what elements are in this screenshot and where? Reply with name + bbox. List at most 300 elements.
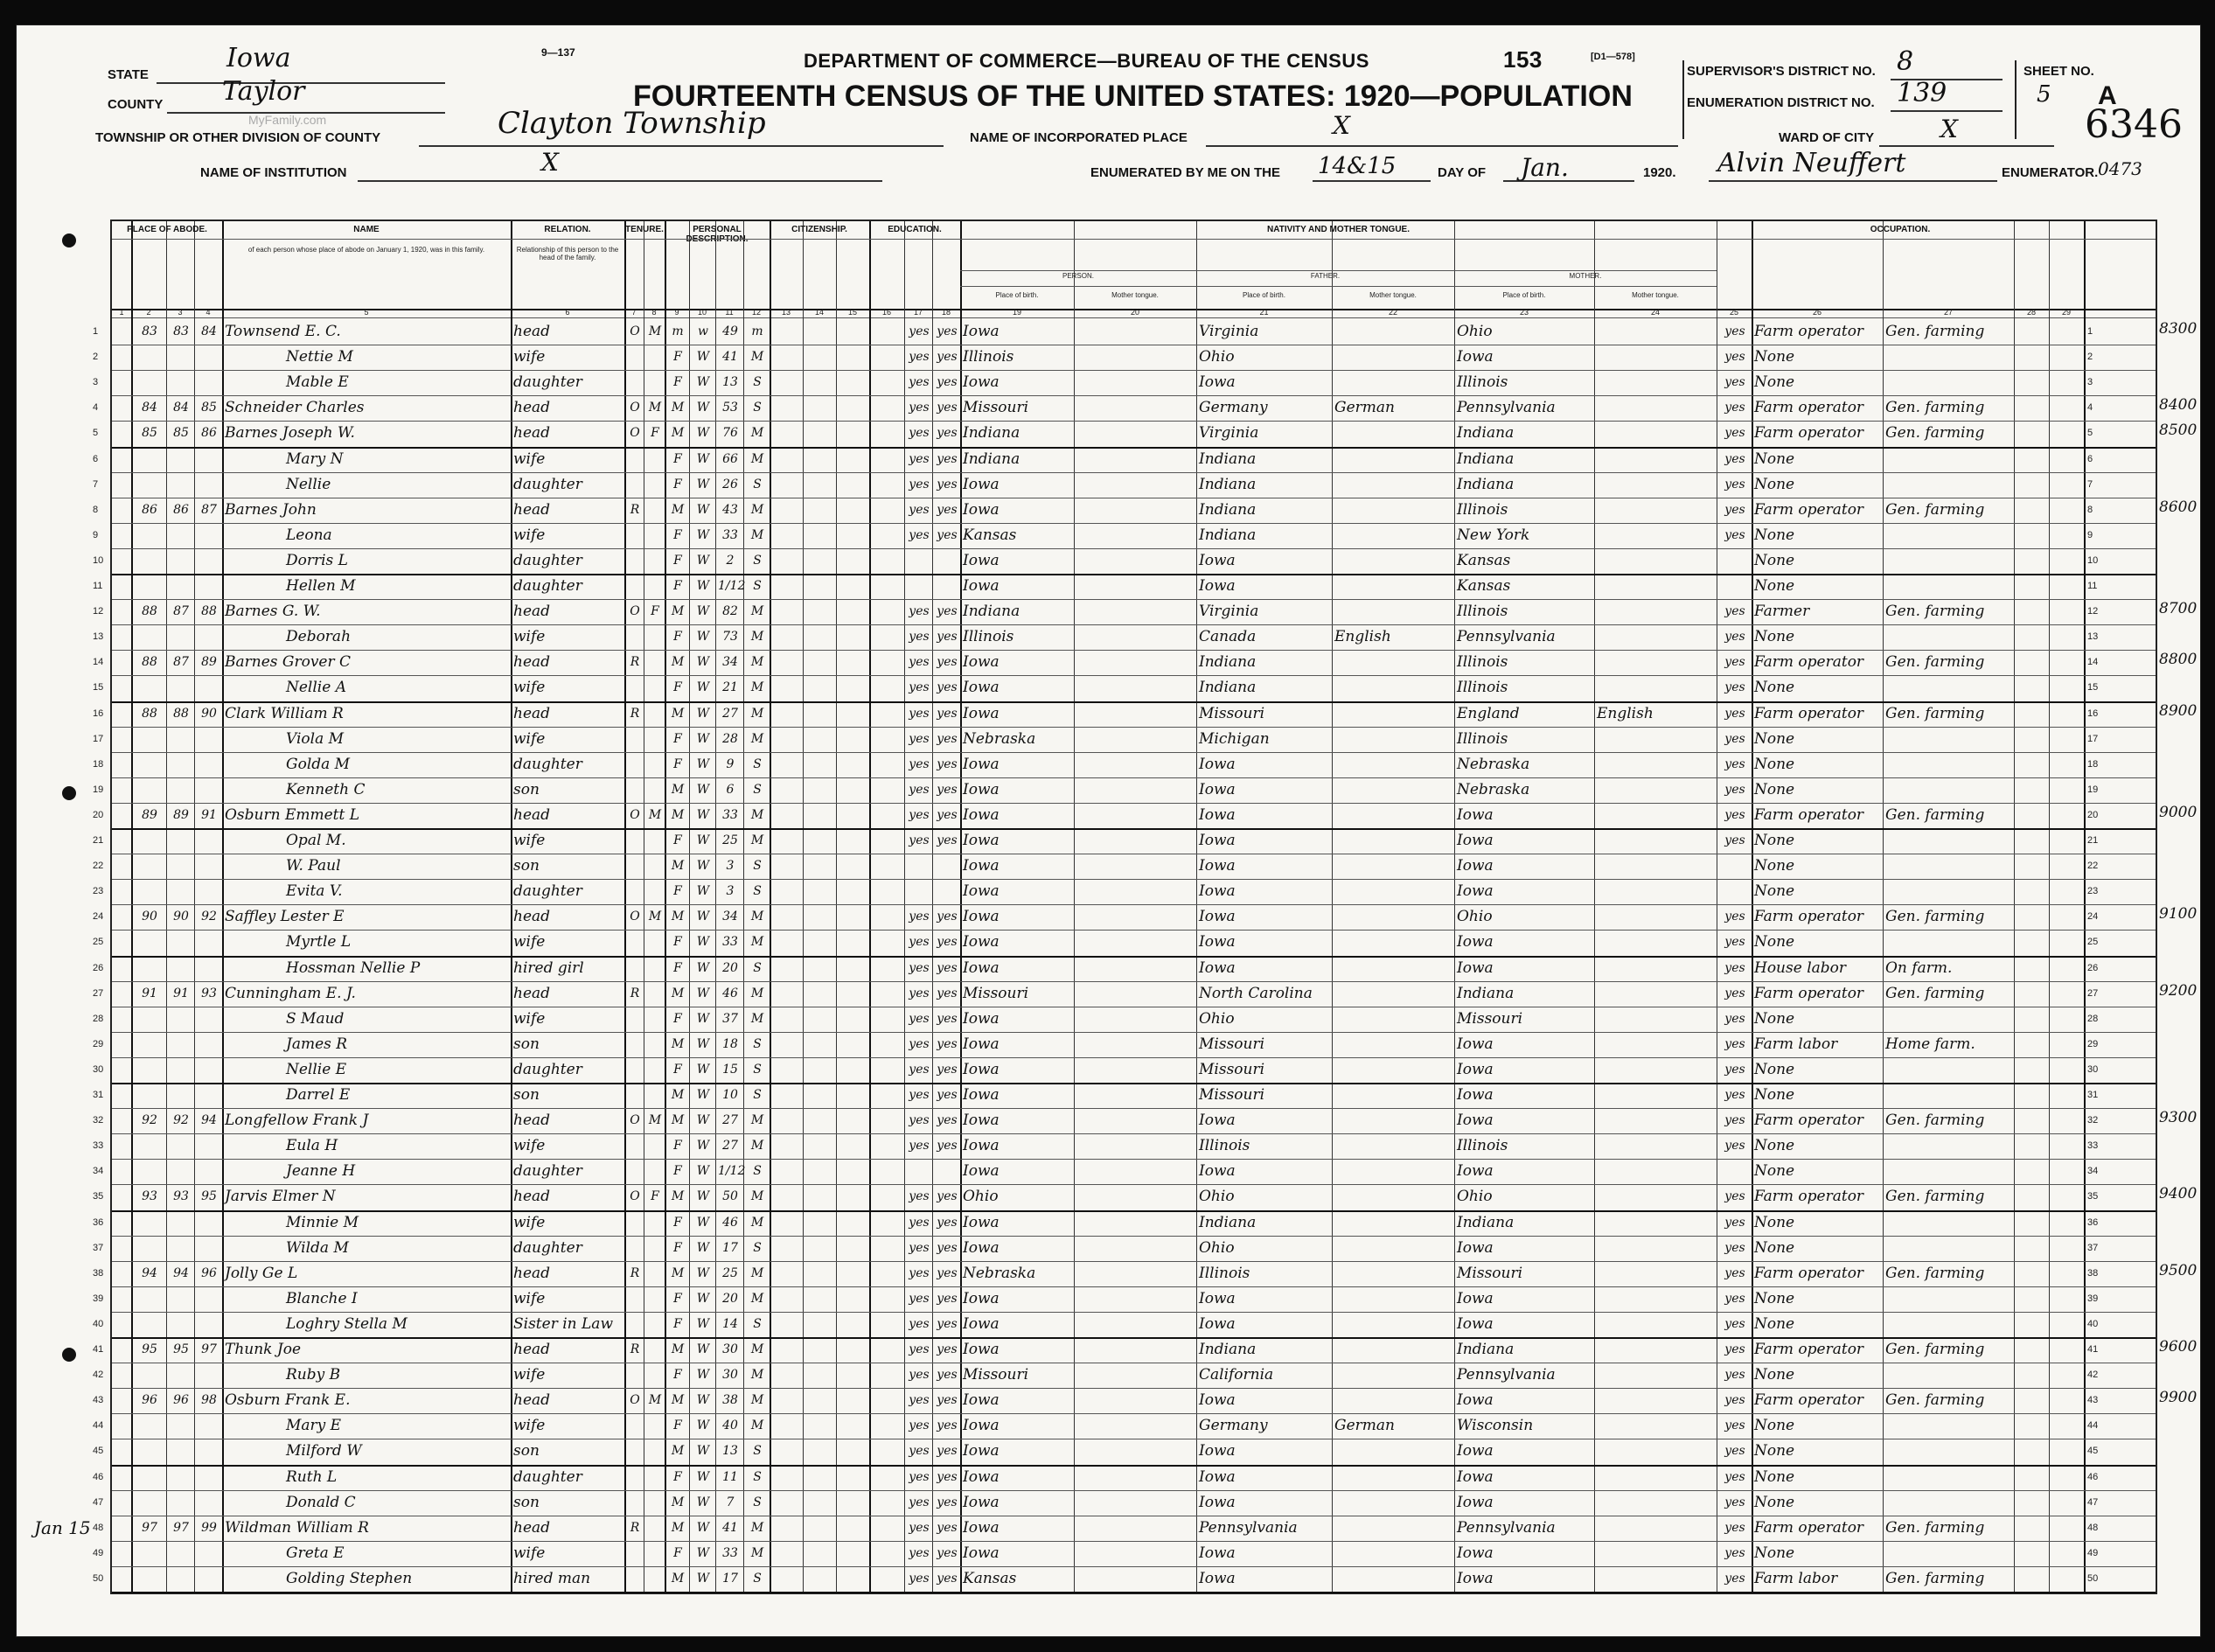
cell-sex: F bbox=[673, 960, 682, 975]
ward-label: WARD OF CITY bbox=[1779, 130, 1875, 145]
cell-race: W bbox=[696, 1189, 710, 1204]
cell-father: Ohio bbox=[1199, 1238, 1235, 1257]
cell-name: Barnes G. W. bbox=[225, 603, 321, 621]
cell-read: yes bbox=[909, 1418, 930, 1433]
cell-race: W bbox=[696, 1469, 710, 1484]
line-number: 37 bbox=[93, 1242, 104, 1253]
line-number: 16 bbox=[2087, 708, 2099, 719]
cell-mother: Iowa bbox=[1457, 1493, 1494, 1511]
cell-age: 3 bbox=[726, 859, 735, 874]
enumerator-label: ENUMERATOR. bbox=[2002, 165, 2099, 180]
cell-trade: None bbox=[1754, 628, 1795, 646]
column-number: 21 bbox=[1259, 308, 1269, 317]
cell-father: Indiana bbox=[1199, 450, 1257, 468]
cell-read: yes bbox=[909, 1215, 930, 1230]
cell-rel: son bbox=[513, 1086, 540, 1104]
cell-trade: None bbox=[1754, 1213, 1795, 1231]
cell-mother: Iowa bbox=[1457, 958, 1494, 977]
cell-read: yes bbox=[909, 451, 930, 466]
cell-race: w bbox=[698, 324, 708, 338]
cell-mar: S bbox=[753, 1495, 762, 1509]
cell-eng: yes bbox=[1724, 1545, 1745, 1560]
cell-birth: Iowa bbox=[963, 704, 1000, 722]
column-subhead: Place of birth. bbox=[1243, 291, 1285, 299]
cell-birth: Iowa bbox=[963, 1417, 1000, 1435]
cell-race: W bbox=[696, 859, 710, 874]
year-value: 1920. bbox=[1643, 165, 1676, 180]
cell-eng: yes bbox=[1724, 1469, 1745, 1484]
cell-trade: None bbox=[1754, 1009, 1795, 1028]
column-subhead: of each person whose place of abode on January 1, 1920, was in this family. bbox=[247, 246, 485, 254]
line-number: 13 bbox=[2087, 631, 2099, 643]
column-group-personal: PERSONAL DESCRIPTION. bbox=[686, 225, 749, 244]
cell-sex: m bbox=[672, 324, 684, 338]
cell-eng: yes bbox=[1724, 426, 1745, 441]
cell-sex: M bbox=[671, 401, 685, 415]
cell-race: W bbox=[696, 1240, 710, 1255]
cell-read: yes bbox=[909, 1240, 930, 1255]
line-number: 9 bbox=[2087, 529, 2093, 540]
cell-age: 1/12 bbox=[718, 1164, 746, 1179]
cell-write: yes bbox=[937, 1062, 958, 1077]
cell-read: yes bbox=[909, 1062, 930, 1077]
cell-rel: head bbox=[513, 500, 551, 519]
column-number: 15 bbox=[847, 308, 857, 317]
township-label: TOWNSHIP OR OTHER DIVISION OF COUNTY bbox=[95, 130, 381, 145]
cell-mar: M bbox=[750, 1189, 764, 1204]
cell-write: yes bbox=[937, 1011, 958, 1026]
line-number: 27 bbox=[2087, 987, 2099, 999]
cell-rel: daughter bbox=[513, 551, 582, 569]
cell-name: Wilda M bbox=[286, 1238, 349, 1257]
cell-trade: None bbox=[1754, 1442, 1795, 1460]
cell-mar: M bbox=[750, 1418, 764, 1433]
cell-write: yes bbox=[937, 1545, 958, 1560]
cell-house: 84 bbox=[173, 401, 189, 415]
cell-house: 95 bbox=[173, 1342, 189, 1356]
cell-father: Iowa bbox=[1199, 780, 1236, 798]
cell-trade: None bbox=[1754, 1314, 1795, 1333]
cell-sex: F bbox=[673, 1368, 682, 1383]
column-number: 22 bbox=[1388, 308, 1397, 317]
cell-house: 93 bbox=[173, 1189, 189, 1204]
cell-write: yes bbox=[937, 1189, 958, 1204]
cell-sex: F bbox=[673, 935, 682, 950]
column-subhead: PERSON. bbox=[1062, 272, 1094, 280]
cell-race: W bbox=[696, 1571, 710, 1586]
cell-race: W bbox=[696, 1495, 710, 1509]
cell-father: Iowa bbox=[1199, 1467, 1236, 1486]
column-subhead: Place of birth. bbox=[1502, 291, 1546, 299]
line-number: 46 bbox=[2087, 1471, 2099, 1482]
line-number: 15 bbox=[93, 682, 104, 694]
cell-rel: daughter bbox=[513, 1238, 582, 1257]
line-number: 34 bbox=[93, 1166, 104, 1177]
cell-trade: Farm operator bbox=[1754, 653, 1864, 672]
cell-birth: Kansas bbox=[963, 526, 1017, 544]
cell-read: yes bbox=[909, 375, 930, 390]
line-number: 26 bbox=[2087, 962, 2099, 973]
cell-rel: daughter bbox=[513, 475, 582, 493]
cell-sex: F bbox=[673, 553, 682, 568]
cell-rel: daughter bbox=[513, 882, 582, 901]
cell-read: yes bbox=[909, 401, 930, 415]
cell-father: Ohio bbox=[1199, 1188, 1235, 1206]
cell-mar: S bbox=[753, 1444, 762, 1459]
cell-race: W bbox=[696, 1368, 710, 1383]
line-number: 32 bbox=[93, 1115, 104, 1126]
column-subhead: FATHER. bbox=[1310, 272, 1341, 280]
line-number: 49 bbox=[2087, 1547, 2099, 1558]
margin-code: 9500 bbox=[2159, 1261, 2198, 1279]
cell-mother: Nebraska bbox=[1457, 780, 1530, 798]
column-number: 25 bbox=[1729, 308, 1738, 317]
cell-mother: Iowa bbox=[1457, 933, 1494, 951]
cell-rel: head bbox=[513, 424, 551, 443]
cell-name: Kenneth C bbox=[286, 780, 366, 798]
form-number: 9—137 bbox=[541, 46, 575, 59]
cell-mother: Indiana bbox=[1457, 1341, 1515, 1358]
cell-write: yes bbox=[937, 375, 958, 390]
cell-mar: S bbox=[753, 782, 762, 797]
line-number: 12 bbox=[93, 606, 104, 617]
cell-trade: Farmer bbox=[1754, 603, 1810, 621]
cell-read: yes bbox=[909, 604, 930, 619]
cell-age: 46 bbox=[722, 986, 738, 1000]
cell-mar: S bbox=[753, 859, 762, 874]
cell-mar: M bbox=[750, 1342, 764, 1356]
cell-name: Milford W bbox=[286, 1442, 362, 1460]
cell-write: yes bbox=[937, 527, 958, 542]
cell-eng: yes bbox=[1724, 502, 1745, 517]
cell-mar: S bbox=[753, 477, 762, 491]
cell-birth: Iowa bbox=[963, 1035, 1000, 1053]
cell-eng: yes bbox=[1724, 756, 1745, 771]
cell-industry: Gen. farming bbox=[1885, 1264, 1985, 1282]
cell-sex: M bbox=[671, 1571, 685, 1586]
column-number: 1 bbox=[119, 308, 124, 317]
cell-write: yes bbox=[937, 1291, 958, 1306]
column-number: 4 bbox=[205, 308, 211, 317]
cell-father: Ohio bbox=[1199, 348, 1235, 366]
line-number: 29 bbox=[93, 1038, 104, 1049]
cell-industry: Home farm. bbox=[1885, 1035, 1975, 1053]
cell-trade: Farm operator bbox=[1754, 323, 1864, 340]
cell-name: Opal M. bbox=[286, 832, 346, 849]
cell-dwelling: 94 bbox=[142, 1265, 157, 1280]
cell-race: W bbox=[696, 1011, 710, 1026]
line-number: 50 bbox=[93, 1572, 104, 1584]
cell-read: yes bbox=[909, 655, 930, 670]
cell-father: Missouri bbox=[1199, 1086, 1265, 1104]
cell-eng: yes bbox=[1724, 1444, 1745, 1459]
cell-trade: None bbox=[1754, 729, 1795, 748]
cell-trade: Farm operator bbox=[1754, 1391, 1864, 1410]
cell-age: 30 bbox=[722, 1368, 738, 1383]
cell-mar: M bbox=[750, 630, 764, 645]
cell-mother: Illinois bbox=[1457, 679, 1508, 697]
cell-sex: M bbox=[671, 1189, 685, 1204]
line-number: 41 bbox=[93, 1344, 104, 1355]
cell-mar: S bbox=[753, 884, 762, 899]
cell-rel: wife bbox=[513, 933, 546, 951]
census-title: FOURTEENTH CENSUS OF THE UNITED STATES: 1920—POPULATION bbox=[633, 80, 1633, 113]
cell-write: yes bbox=[937, 731, 958, 746]
cell-age: 27 bbox=[722, 1139, 738, 1154]
cell-dwelling: 84 bbox=[142, 401, 157, 415]
cell-birth: Iowa bbox=[963, 857, 1000, 875]
punch-hole bbox=[62, 234, 76, 247]
cell-write: yes bbox=[937, 1088, 958, 1102]
cell-mother: Illinois bbox=[1457, 729, 1508, 748]
line-number: 2 bbox=[2087, 352, 2093, 363]
cell-age: 76 bbox=[722, 426, 738, 441]
cell-industry: Gen. farming bbox=[1885, 424, 1985, 443]
margin-code: 9900 bbox=[2159, 1389, 2198, 1407]
cell-name: Viola M bbox=[286, 729, 345, 748]
day-of-label: DAY OF bbox=[1438, 165, 1487, 180]
cell-own: R bbox=[630, 1520, 640, 1535]
cell-eng: yes bbox=[1724, 477, 1745, 491]
state-label: STATE bbox=[108, 67, 149, 82]
cell-age: 20 bbox=[722, 1291, 738, 1306]
cell-write: yes bbox=[937, 1113, 958, 1128]
cell-mar: M bbox=[750, 680, 764, 695]
line-number: 39 bbox=[2087, 1293, 2099, 1304]
supervisor-label: SUPERVISOR'S DISTRICT NO. bbox=[1687, 64, 1876, 79]
line-number: 1 bbox=[93, 326, 99, 337]
cell-trade: None bbox=[1754, 1544, 1795, 1562]
cell-age: 17 bbox=[722, 1571, 738, 1586]
line-number: 38 bbox=[2087, 1267, 2099, 1279]
cell-age: 49 bbox=[722, 324, 738, 338]
column-number: 19 bbox=[1012, 308, 1021, 317]
margin-code: 8900 bbox=[2159, 701, 2198, 720]
cell-trade: Farm operator bbox=[1754, 984, 1864, 1002]
cell-name: Dorris L bbox=[286, 551, 348, 569]
cell-eng: yes bbox=[1724, 630, 1745, 645]
cell-industry: Gen. farming bbox=[1885, 653, 1985, 672]
cell-write: yes bbox=[937, 1265, 958, 1280]
line-number: 44 bbox=[2087, 1420, 2099, 1432]
cell-mar: S bbox=[753, 1240, 762, 1255]
cell-write: yes bbox=[937, 986, 958, 1000]
line-number: 22 bbox=[2087, 861, 2099, 872]
cell-eng: yes bbox=[1724, 1393, 1745, 1408]
column-number: 18 bbox=[941, 308, 951, 317]
cell-industry: Gen. farming bbox=[1885, 984, 1985, 1002]
cell-eng: yes bbox=[1724, 1240, 1745, 1255]
cell-eng: yes bbox=[1724, 910, 1745, 924]
cell-family: 97 bbox=[201, 1342, 217, 1356]
cell-read: yes bbox=[909, 1469, 930, 1484]
column-number: 29 bbox=[2061, 308, 2071, 317]
cell-rel: head bbox=[513, 908, 551, 926]
cell-sex: M bbox=[671, 1342, 685, 1356]
cell-race: W bbox=[696, 350, 710, 365]
cell-eng: yes bbox=[1724, 1418, 1745, 1433]
cell-read: yes bbox=[909, 502, 930, 517]
cell-rel: head bbox=[513, 984, 551, 1002]
cell-rel: head bbox=[513, 1112, 551, 1130]
county-value: Taylor bbox=[222, 76, 305, 107]
cell-father: Illinois bbox=[1199, 1264, 1250, 1282]
line-number: 10 bbox=[2087, 554, 2099, 566]
cell-age: 20 bbox=[722, 960, 738, 975]
column-group-abode: PLACE OF ABODE. bbox=[127, 225, 207, 234]
cell-rel: head bbox=[513, 603, 551, 621]
cell-race: W bbox=[696, 706, 710, 721]
cell-rel: wife bbox=[513, 1213, 546, 1231]
column-number: 13 bbox=[781, 308, 791, 317]
cell-dwelling: 92 bbox=[142, 1113, 157, 1128]
census-sheet bbox=[16, 24, 2201, 1637]
cell-birth: Iowa bbox=[963, 1442, 1000, 1460]
cell-birth: Iowa bbox=[963, 1213, 1000, 1231]
cell-father: Virginia bbox=[1199, 424, 1259, 443]
cell-age: 13 bbox=[722, 375, 738, 390]
cell-rel: son bbox=[513, 1493, 540, 1511]
cell-write: yes bbox=[937, 756, 958, 771]
cell-read: yes bbox=[909, 1011, 930, 1026]
cell-birth: Iowa bbox=[963, 908, 1000, 926]
cell-race: W bbox=[696, 910, 710, 924]
cell-industry: Gen. farming bbox=[1885, 1188, 1985, 1206]
column-group-name: NAME bbox=[353, 225, 380, 234]
cell-father: Iowa bbox=[1199, 373, 1236, 392]
cell-mother: Iowa bbox=[1457, 832, 1494, 849]
cell-name: Golding Stephen bbox=[286, 1569, 413, 1587]
cell-mar: M bbox=[750, 833, 764, 847]
cell-write: yes bbox=[937, 426, 958, 441]
cell-eng: yes bbox=[1724, 1062, 1745, 1077]
cell-rel: head bbox=[513, 1264, 551, 1282]
cell-name: Nellie bbox=[286, 475, 331, 493]
cell-birth: Indiana bbox=[963, 450, 1020, 468]
line-number: 20 bbox=[93, 809, 104, 820]
cell-mother: Pennsylvania bbox=[1457, 1518, 1556, 1537]
cell-mother: Indiana bbox=[1457, 424, 1515, 443]
page-number: 153 bbox=[1503, 46, 1543, 73]
line-number: 17 bbox=[2087, 733, 2099, 744]
cell-age: 33 bbox=[722, 527, 738, 542]
cell-rel: daughter bbox=[513, 1060, 582, 1078]
township-value: Clayton Township bbox=[498, 106, 766, 141]
line-number: 6 bbox=[2087, 453, 2093, 464]
cell-father: Iowa bbox=[1199, 832, 1236, 849]
line-number: 5 bbox=[2087, 428, 2093, 439]
cell-name: Nettie M bbox=[286, 348, 353, 366]
cell-sex: F bbox=[673, 1316, 682, 1331]
column-number: 16 bbox=[881, 308, 891, 317]
cell-mother: Iowa bbox=[1457, 1289, 1494, 1307]
line-number: 42 bbox=[2087, 1370, 2099, 1381]
cell-sex: F bbox=[673, 1164, 682, 1179]
cell-age: 46 bbox=[722, 1215, 738, 1230]
cell-name: Myrtle L bbox=[286, 933, 352, 951]
cell-write: yes bbox=[937, 1393, 958, 1408]
cell-eng: yes bbox=[1724, 1291, 1745, 1306]
cell-birth: Iowa bbox=[963, 933, 1000, 951]
cell-age: 3 bbox=[726, 884, 735, 899]
incorporated-value: X bbox=[1333, 111, 1350, 140]
cell-write: yes bbox=[937, 401, 958, 415]
cell-race: W bbox=[696, 1520, 710, 1535]
cell-birth: Iowa bbox=[963, 1289, 1000, 1307]
cell-rel: head bbox=[513, 323, 551, 340]
cell-birth: Iowa bbox=[963, 475, 1000, 493]
cell-rel: wife bbox=[513, 1009, 546, 1028]
cell-write: yes bbox=[937, 910, 958, 924]
cell-birth: Iowa bbox=[963, 1544, 1000, 1562]
cell-name: Schneider Charles bbox=[225, 399, 365, 417]
cell-father: Missouri bbox=[1199, 704, 1265, 722]
cell-industry: On farm. bbox=[1885, 958, 1953, 977]
cell-father: Missouri bbox=[1199, 1060, 1265, 1078]
cell-birth: Iowa bbox=[963, 1493, 1000, 1511]
cell-age: 11 bbox=[722, 1469, 738, 1484]
cell-sex: F bbox=[673, 1240, 682, 1255]
cell-mother: Iowa bbox=[1457, 1544, 1494, 1562]
cell-trade: Farm operator bbox=[1754, 424, 1864, 443]
column-subhead: MOTHER. bbox=[1569, 272, 1602, 280]
cell-trade: None bbox=[1754, 1417, 1795, 1435]
institution-label: NAME OF INSTITUTION bbox=[200, 165, 347, 180]
cell-birth: Iowa bbox=[963, 755, 1000, 773]
cell-sex: F bbox=[673, 884, 682, 899]
line-number: 19 bbox=[2087, 784, 2099, 795]
cell-trade: None bbox=[1754, 475, 1795, 493]
cell-read: yes bbox=[909, 807, 930, 822]
form-code: [D1—578] bbox=[1591, 52, 1635, 62]
cell-father: Iowa bbox=[1199, 1493, 1236, 1511]
cell-race: W bbox=[696, 477, 710, 491]
cell-race: W bbox=[696, 1265, 710, 1280]
cell-name: Saffley Lester E bbox=[225, 908, 345, 926]
cell-mother: Iowa bbox=[1457, 1569, 1494, 1587]
line-number: 3 bbox=[93, 377, 99, 388]
cell-family: 99 bbox=[201, 1520, 217, 1535]
cell-father: Illinois bbox=[1199, 1137, 1250, 1155]
cell-mort: M bbox=[648, 324, 662, 338]
cell-sex: M bbox=[671, 782, 685, 797]
cell-name: Hellen M bbox=[286, 577, 356, 595]
cell-race: W bbox=[696, 1444, 710, 1459]
institution-value: X bbox=[541, 148, 559, 177]
watermark: MyFamily.com bbox=[248, 113, 327, 127]
cell-family: 94 bbox=[201, 1113, 217, 1128]
cell-read: yes bbox=[909, 350, 930, 365]
cell-race: W bbox=[696, 884, 710, 899]
cell-age: 50 bbox=[722, 1189, 738, 1204]
cell-trade: House labor bbox=[1754, 958, 1847, 977]
line-number: 33 bbox=[93, 1140, 104, 1152]
line-number: 18 bbox=[93, 758, 104, 770]
state-value: Iowa bbox=[226, 43, 291, 73]
punch-hole bbox=[62, 786, 76, 800]
cell-father: Indiana bbox=[1199, 679, 1257, 697]
cell-rel: wife bbox=[513, 679, 546, 697]
line-number: 47 bbox=[2087, 1496, 2099, 1508]
line-number: 43 bbox=[2087, 1395, 2099, 1406]
cell-family: 86 bbox=[201, 426, 217, 441]
cell-birth: Iowa bbox=[963, 1137, 1000, 1155]
cell-rel: son bbox=[513, 780, 540, 798]
cell-family: 84 bbox=[201, 324, 217, 338]
cell-mar: M bbox=[750, 1291, 764, 1306]
cell-name: Ruth L bbox=[286, 1467, 338, 1486]
cell-industry: Gen. farming bbox=[1885, 1569, 1985, 1587]
